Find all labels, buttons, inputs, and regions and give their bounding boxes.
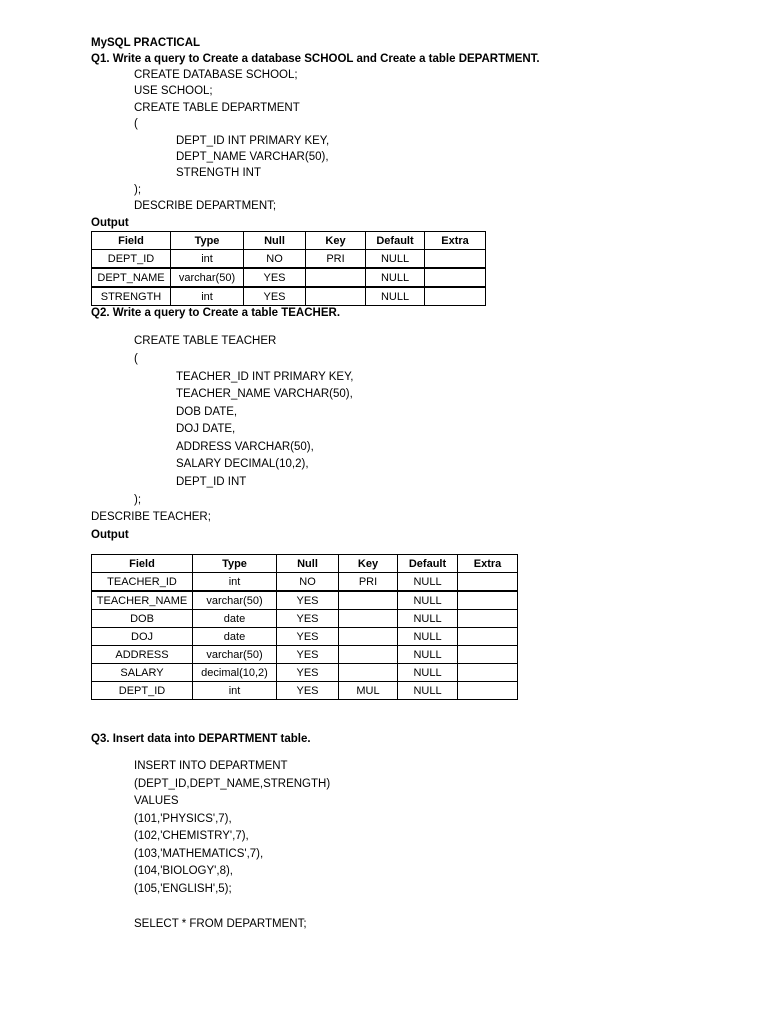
q1-code-line: ( [134, 118, 138, 130]
table-cell: DEPT_NAME [92, 268, 171, 287]
q3-code-line: (103,'MATHEMATICS',7), [134, 848, 264, 860]
table-cell [339, 628, 398, 646]
table-cell [458, 573, 518, 592]
table-cell: NULL [398, 664, 458, 682]
table-cell: NULL [398, 610, 458, 628]
table-cell: NULL [398, 573, 458, 592]
q1-column-def: STRENGTH INT [176, 167, 261, 179]
table-header-row [92, 555, 518, 573]
table-row [92, 287, 486, 306]
table-cell: MUL [339, 682, 398, 700]
table-cell: YES [244, 268, 306, 287]
table-cell: ADDRESS [92, 646, 193, 664]
q1-code-line: USE SCHOOL; [134, 85, 213, 97]
header-cell: Key [339, 555, 398, 573]
table-cell: DOJ [92, 628, 193, 646]
q1-code-line: CREATE TABLE DEPARTMENT [134, 102, 300, 114]
q1-heading: Q1. Write a query to Create a database SCHOOL and Create a table DEPARTMENT. [91, 53, 540, 65]
table-cell [339, 646, 398, 664]
table-cell [458, 628, 518, 646]
header-cell: Null [244, 232, 306, 250]
table-row [92, 646, 518, 664]
table-cell: NO [244, 250, 306, 269]
table-cell: YES [244, 287, 306, 306]
q3-heading: Q3. Insert data into DEPARTMENT table. [91, 733, 311, 745]
table-cell: PRI [306, 250, 366, 269]
table-cell [339, 610, 398, 628]
header-cell: Field [92, 232, 171, 250]
q2-output-label: Output [91, 529, 129, 541]
table-cell [458, 682, 518, 700]
table-cell: date [193, 610, 277, 628]
q2-describe: DESCRIBE TEACHER; [91, 511, 211, 523]
table-cell: YES [277, 610, 339, 628]
header-cell: Key [306, 232, 366, 250]
table-cell: YES [277, 591, 339, 610]
table-header-row [92, 232, 486, 250]
table-cell: YES [277, 682, 339, 700]
table-cell: varchar(50) [171, 268, 244, 287]
table-cell: int [171, 287, 244, 306]
q3-code-line: INSERT INTO DEPARTMENT [134, 760, 288, 772]
table-cell: decimal(10,2) [193, 664, 277, 682]
table-cell: date [193, 628, 277, 646]
table-row [92, 628, 518, 646]
table-cell: DOB [92, 610, 193, 628]
q2-column-def: DOB DATE, [176, 406, 238, 418]
q1-column-def: DEPT_NAME VARCHAR(50), [176, 151, 329, 163]
header-cell: Null [277, 555, 339, 573]
q3-code-line: (DEPT_ID,DEPT_NAME,STRENGTH) [134, 778, 331, 790]
q3-code-line: (101,'PHYSICS',7), [134, 813, 232, 825]
table-cell: TEACHER_ID [92, 573, 193, 592]
q2-column-def: DOJ DATE, [176, 423, 236, 435]
table-cell: PRI [339, 573, 398, 592]
q3-select: SELECT * FROM DEPARTMENT; [134, 918, 307, 930]
table-cell [458, 664, 518, 682]
table-row [92, 250, 486, 269]
table-row [92, 268, 486, 287]
header-cell: Default [398, 555, 458, 573]
q1-code-line: CREATE DATABASE SCHOOL; [134, 69, 298, 81]
table-cell: DEPT_ID [92, 250, 171, 269]
table-row [92, 573, 518, 592]
header-cell: Extra [425, 232, 486, 250]
table-row [92, 610, 518, 628]
table-cell: NULL [398, 646, 458, 664]
q2-code-line: CREATE TABLE TEACHER [134, 335, 277, 347]
table-cell: varchar(50) [193, 591, 277, 610]
teacher-describe-table [91, 554, 518, 700]
q3-code-line: (104,'BIOLOGY',8), [134, 865, 233, 877]
table-cell [339, 591, 398, 610]
table-row [92, 682, 518, 700]
q3-code-line: VALUES [134, 795, 179, 807]
table-cell [306, 268, 366, 287]
q3-code-line: (102,'CHEMISTRY',7), [134, 830, 249, 842]
q2-column-def: ADDRESS VARCHAR(50), [176, 441, 314, 453]
table-cell: int [171, 250, 244, 269]
table-cell: NO [277, 573, 339, 592]
q2-column-def: TEACHER_NAME VARCHAR(50), [176, 388, 353, 400]
q2-column-def: TEACHER_ID INT PRIMARY KEY, [176, 371, 354, 383]
table-row [92, 591, 518, 610]
q1-output-label: Output [91, 217, 129, 229]
table-cell [339, 664, 398, 682]
header-cell: Type [171, 232, 244, 250]
q1-close-paren: ); [134, 184, 142, 196]
table-cell: int [193, 682, 277, 700]
table-cell [425, 287, 486, 306]
table-cell: NULL [398, 591, 458, 610]
table-cell [425, 250, 486, 269]
table-cell [458, 591, 518, 610]
q2-column-def: DEPT_ID INT [176, 476, 247, 488]
q2-close-paren: ); [134, 494, 142, 506]
document-title: MySQL PRACTICAL [91, 37, 201, 49]
table-cell: STRENGTH [92, 287, 171, 306]
table-cell: NULL [366, 268, 425, 287]
table-cell: NULL [366, 250, 425, 269]
table-cell: int [193, 573, 277, 592]
table-cell: NULL [398, 682, 458, 700]
q3-code-line: (105,'ENGLISH',5); [134, 883, 232, 895]
department-describe-table [91, 231, 486, 306]
table-cell [458, 610, 518, 628]
table-cell: YES [277, 628, 339, 646]
header-cell: Extra [458, 555, 518, 573]
table-cell: NULL [398, 628, 458, 646]
table-cell: TEACHER_NAME [92, 591, 193, 610]
table-cell [306, 287, 366, 306]
table-cell: DEPT_ID [92, 682, 193, 700]
table-cell [458, 646, 518, 664]
q2-heading: Q2. Write a query to Create a table TEACHER. [91, 307, 341, 319]
q2-column-def: SALARY DECIMAL(10,2), [176, 458, 309, 470]
table-cell: varchar(50) [193, 646, 277, 664]
q1-column-def: DEPT_ID INT PRIMARY KEY, [176, 135, 330, 147]
q2-code-line: ( [134, 353, 138, 365]
q1-describe: DESCRIBE DEPARTMENT; [134, 200, 277, 212]
table-cell: YES [277, 664, 339, 682]
table-row [92, 664, 518, 682]
table-cell: YES [277, 646, 339, 664]
header-cell: Type [193, 555, 277, 573]
header-cell: Field [92, 555, 193, 573]
header-cell: Default [366, 232, 425, 250]
table-cell: NULL [366, 287, 425, 306]
table-cell [425, 268, 486, 287]
table-cell: SALARY [92, 664, 193, 682]
